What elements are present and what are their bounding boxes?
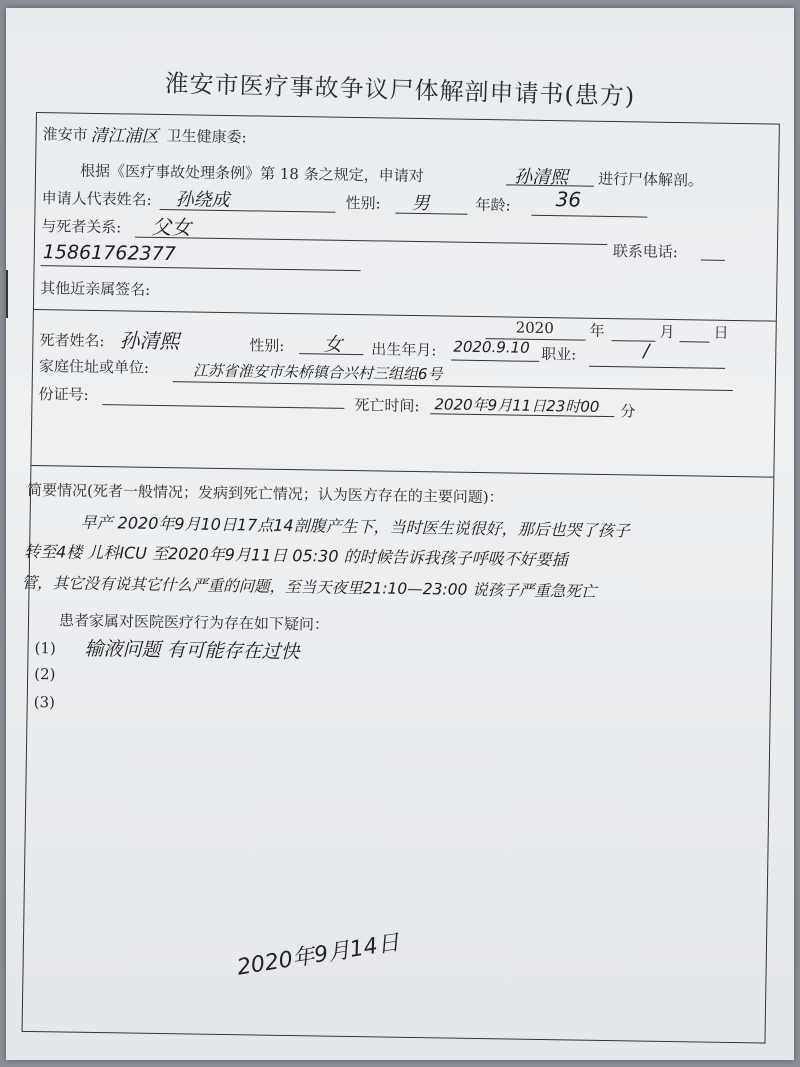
doubt-2-number: (2) <box>34 665 56 684</box>
page-edge-mark <box>6 270 16 318</box>
date-month-label: 月 <box>659 322 675 342</box>
death-time-label: 死亡时间: <box>354 396 420 416</box>
id-number-label: 份证号: <box>38 385 89 404</box>
relatives-label: 其他近亲属签名: <box>40 279 151 299</box>
addressee-prefix: 淮安市 <box>42 125 88 144</box>
applicant-gender: 男 <box>411 192 430 215</box>
signature-date: 2020年9月14日 <box>235 930 402 981</box>
doubt-1-number: (1) <box>34 639 56 658</box>
relation-label: 与死者关系: <box>41 217 122 237</box>
death-time-value: 2020年9月11日23时00 <box>434 395 600 416</box>
applicant-gender-label: 性别: <box>345 193 381 213</box>
doubts-label: 患者家属对医院医疗行为存在如下疑问： <box>58 611 330 634</box>
deceased-gender-label: 性别: <box>249 336 285 355</box>
death-time-unit: 分 <box>620 402 636 421</box>
request-deceased-name: 孙清熙 <box>513 166 569 189</box>
job-value: / <box>643 340 650 362</box>
request-text-pre: 根据《医疗事故处理条例》第 18 条之规定，申请对 <box>79 161 424 186</box>
summary-line-1: 早产 2020年9月10日17点14剖腹产生下，当时医生说很好，那后也哭了孩子 <box>80 512 630 541</box>
summary-line-3: 管，其它没有说其它什么严重的问题，至当天夜里21:10—23:00 说孩子严重急死亡 <box>21 573 597 601</box>
addressee-district: 清江浦区 <box>90 125 159 147</box>
deceased-name: 孙清熙 <box>119 328 180 354</box>
birth-value: 2020.9.10 <box>453 337 530 357</box>
application-form-paper <box>6 8 794 1060</box>
summary-line-2: 转至4楼 儿科ICU 至2020年9月11日 05:30 的时候告诉我孩子呼吸不好要插 <box>23 541 568 570</box>
address-label: 家庭住址或单位: <box>38 357 150 377</box>
summary-label: 简要情况(死者一般情况；发病到死亡情况；认为医方存在的主要问题)： <box>26 480 504 507</box>
phone-label: 联系电话: <box>612 242 679 262</box>
relation-value: 父女 <box>151 214 192 240</box>
date-year: 2020 <box>515 318 554 338</box>
address-value: 江苏省淮安市朱桥镇合兴村三组组6号 <box>192 361 443 384</box>
applicant-label: 申请人代表姓名: <box>41 189 152 209</box>
form-title: 淮安市医疗事故争议尸体解剖申请书(患方) <box>164 69 636 111</box>
section-divider-1 <box>34 309 776 322</box>
phone-value: 15861762377 <box>42 241 176 266</box>
form-table <box>22 112 780 1044</box>
birth-label: 出生年月: <box>371 340 437 360</box>
applicant-age: 36 <box>555 187 582 212</box>
date-year-label: 年 <box>589 321 605 340</box>
section-divider-2 <box>31 465 773 478</box>
deceased-name-label: 死者姓名: <box>39 331 105 351</box>
applicant-age-label: 年龄: <box>475 195 511 215</box>
date-day-label: 日 <box>713 323 729 342</box>
request-text-post: 进行尸体解剖。 <box>597 169 704 190</box>
applicant-name: 孙绕成 <box>175 189 230 212</box>
addressee-suffix: 卫生健康委: <box>166 127 247 147</box>
doubt-3-number: (3) <box>33 693 56 712</box>
deceased-gender: 女 <box>323 333 343 356</box>
doubt-1-text: 输液问题 有可能存在过快 <box>84 637 300 664</box>
job-label: 职业: <box>541 344 577 364</box>
